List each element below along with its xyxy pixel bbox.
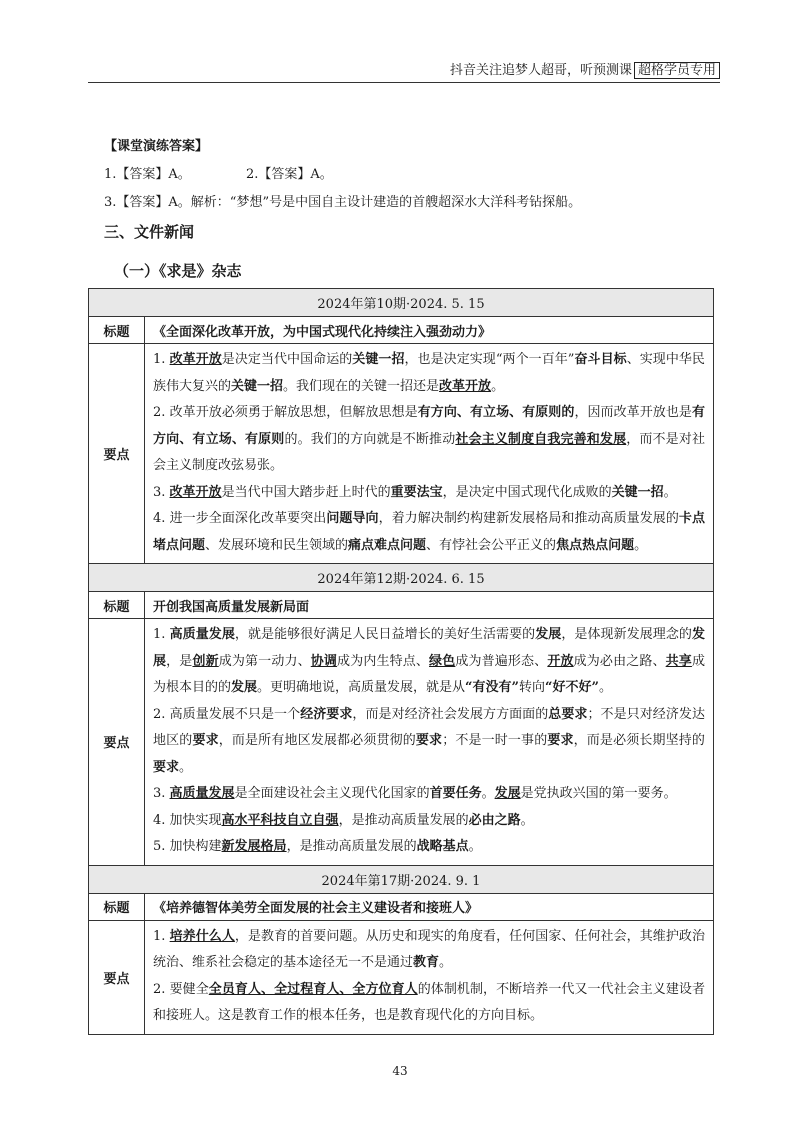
- point-text-segment: 1.: [153, 352, 170, 367]
- issue-label: 2024年第12期·2024. 6. 15: [89, 564, 714, 592]
- point-text-segment: 关键一招: [611, 484, 664, 500]
- point-text-segment: “有没有”: [465, 680, 520, 695]
- point-text-segment: 。: [468, 839, 482, 854]
- point-text-segment: 总要求: [548, 706, 588, 722]
- point-text-segment: 协调: [310, 653, 338, 669]
- point-text-segment: 。更明确地说，高质量发展，就是从: [257, 680, 466, 695]
- key-point: [153, 808, 705, 835]
- key-point: [153, 622, 705, 702]
- qiushi-table: [88, 288, 714, 1035]
- point-text-segment: 成为内生特点、: [337, 653, 430, 669]
- point-text-segment: 5. 加快构建: [153, 839, 222, 854]
- point-text-segment: 是全面建设社会主义现代化国家的: [234, 786, 430, 801]
- point-text-segment: 。: [634, 537, 648, 553]
- key-point: [153, 924, 705, 977]
- point-text-segment: 要求: [153, 759, 180, 775]
- point-text-segment: 开放: [547, 653, 574, 669]
- point-text-segment: ，而是对经济社会发展方方面面的: [352, 706, 549, 722]
- point-text-segment: ，是推动高质量发展的: [338, 812, 469, 828]
- points-row: [89, 920, 714, 1034]
- point-text-segment: 成为第一动力、: [218, 653, 311, 669]
- point-text-segment: 是决定当代中国命运的: [221, 352, 353, 367]
- point-text-segment: 卡点堵点问题: [153, 511, 705, 553]
- point-text-segment: 改革开放: [169, 352, 222, 367]
- point-text-segment: 要求: [547, 733, 574, 748]
- key-point: [153, 834, 705, 861]
- issue-header-row: [89, 289, 714, 317]
- point-text-segment: 是当代中国大踏步赶上时代的: [221, 484, 391, 500]
- point-text-segment: 成为根本目的的: [153, 653, 705, 695]
- point-text-segment: 2. 要健全: [153, 981, 209, 997]
- issue-label: 2024年第10期·2024. 5. 15: [89, 289, 714, 317]
- key-point: [153, 480, 705, 507]
- answer-1: 1.【答案】A。: [104, 167, 191, 182]
- point-text-segment: 成为普遍形态、: [455, 653, 548, 669]
- point-text-segment: ，因而改革开放也是: [574, 405, 692, 420]
- point-text-segment: ，而不是对社会主义制度改弦易张。: [153, 431, 705, 473]
- issue-label: 2024年第17期·2024. 9. 1: [89, 865, 714, 893]
- title-row: [89, 592, 714, 619]
- point-text-segment: ，是教育的首要问题。从历史和现实的角度看，任何国家、任何社会，其维护政治统治、维系社会稳定的基本途径无一不是通过: [153, 928, 705, 970]
- point-text-segment: 3.: [153, 484, 170, 500]
- point-text-segment: 发展: [494, 786, 521, 801]
- point-text-segment: 创新: [192, 653, 219, 669]
- point-text-segment: 高水平科技自立自强: [221, 812, 339, 828]
- header-text: [450, 59, 720, 78]
- point-text-segment: 必由之路: [468, 812, 521, 828]
- article-title: 《全面深化改革开放，为中国式现代化持续注入强劲动力》: [145, 317, 714, 344]
- point-text-segment: 高质量发展: [169, 786, 235, 801]
- key-point: [153, 506, 705, 559]
- points-label: 要点: [89, 344, 145, 564]
- point-text-segment: 。: [663, 484, 677, 500]
- article-title: 《培养德智体美劳全面发展的社会主义建设者和接班人》: [145, 893, 714, 920]
- point-text-segment: 要求: [415, 733, 443, 748]
- header-badge: 超格学员专用: [634, 62, 720, 79]
- key-point: [153, 400, 705, 480]
- point-text-segment: 3.: [153, 786, 170, 801]
- subsection-title: （一）《求是》杂志: [114, 262, 242, 280]
- point-text-segment: 。: [491, 378, 505, 394]
- point-text-segment: 转向: [519, 680, 546, 695]
- point-text-segment: “好不好”: [545, 680, 599, 695]
- point-text-segment: 要求: [192, 733, 219, 748]
- point-text-segment: 4. 进一步全面深化改革要突出: [153, 511, 327, 526]
- section-title: 三、文件新闻: [104, 223, 195, 241]
- title-row: [89, 893, 714, 920]
- point-text-segment: 。: [179, 759, 193, 775]
- point-text-segment: ，是决定中国式现代化成败的: [442, 484, 612, 500]
- point-text-segment: ；不是只对经济发达地区的: [153, 706, 705, 748]
- point-text-segment: 共享: [665, 653, 692, 669]
- key-points: [145, 619, 714, 866]
- point-text-segment: 发展: [535, 627, 562, 642]
- point-text-segment: ，也是决定实现“两个一百年”: [404, 352, 575, 367]
- answer-3: 3.【答案】A。解析：“梦想”号是中国自主设计建造的首艘超深水大洋科考钻探船。: [104, 195, 582, 210]
- point-text-segment: 成为必由之路、: [573, 653, 666, 669]
- point-text-segment: 、发展环境和民生领域的: [205, 537, 349, 553]
- point-text-segment: ，而是所有地区发展都必须贯彻的: [218, 733, 416, 748]
- point-text-segment: 焦点热点问题: [556, 537, 635, 553]
- point-text-segment: ，是: [166, 653, 193, 669]
- point-text-segment: 改革开放: [169, 484, 222, 500]
- point-text-segment: 问题导向: [326, 511, 379, 526]
- point-text-segment: 改革开放: [439, 378, 492, 394]
- point-text-segment: 。: [481, 786, 495, 801]
- point-text-segment: 有方向、有立场、有原则: [153, 405, 705, 447]
- point-text-segment: 首要任务: [429, 786, 482, 801]
- point-text-segment: 是党执政兴国的第一要务。: [520, 786, 677, 801]
- points-row: [89, 344, 714, 564]
- point-text-segment: ；不是一时一事的: [442, 733, 548, 748]
- title-label: 标题: [89, 893, 145, 920]
- point-text-segment: 痛点难点问题: [348, 537, 427, 553]
- point-text-segment: 关键一招: [231, 378, 284, 394]
- page-header: [88, 58, 720, 83]
- key-point: [153, 347, 705, 400]
- title-label: 标题: [89, 317, 145, 344]
- point-text-segment: 奋斗目标: [574, 352, 627, 367]
- point-text-segment: ，是推动高质量发展的: [286, 839, 417, 854]
- title-row: [89, 317, 714, 344]
- key-point: [153, 977, 705, 1030]
- header-promo: 抖音关注追梦人超哥，听预测课: [449, 63, 632, 78]
- points-label: 要点: [89, 619, 145, 866]
- point-text-segment: 4. 加快实现: [153, 812, 222, 828]
- key-points: [145, 344, 714, 564]
- title-label: 标题: [89, 592, 145, 619]
- point-text-segment: 。我们现在的关键一招还是: [283, 378, 440, 394]
- point-text-segment: 1.: [153, 928, 170, 944]
- point-text-segment: ，是体现新发展理念的: [561, 627, 692, 642]
- point-text-segment: ，着力解决制约构建新发展格局和推动高质量发展的: [378, 511, 679, 526]
- page-number: 43: [392, 1064, 408, 1078]
- points-label: 要点: [89, 920, 145, 1034]
- point-text-segment: 的体制机制，不断培养一代又一代社会主义建设者和接班人。这是教育工作的根本任务，也是教育现代化的方向目标。: [153, 981, 705, 1023]
- point-text-segment: 。: [439, 955, 453, 970]
- point-text-segment: 高质量发展: [169, 627, 235, 642]
- point-text-segment: 发展: [153, 627, 705, 669]
- point-text-segment: ，就是能够很好满足人民日益增长的美好生活需要的: [234, 627, 536, 642]
- point-text-segment: 社会主义制度自我完善和发展: [455, 431, 627, 447]
- answer-2: 2.【答案】A。: [246, 167, 333, 182]
- point-text-segment: 培养什么人: [169, 928, 235, 944]
- point-text-segment: 、实现中华民族伟大复兴的: [153, 352, 705, 394]
- point-text-segment: 的。我们的方向就是不断推动: [284, 431, 456, 447]
- article-title: 开创我国高质量发展新局面: [145, 592, 714, 619]
- point-text-segment: ，而是必须长期坚持的: [573, 733, 705, 748]
- point-text-segment: 全员育人、全过程育人、全方位育人: [208, 981, 418, 997]
- point-text-segment: 。: [520, 812, 534, 828]
- point-text-segment: 2. 改革开放必须勇于解放思想，但解放思想是: [153, 405, 418, 420]
- point-text-segment: 、有悖社会公平正义的: [426, 537, 557, 553]
- point-text-segment: 战略基点: [416, 839, 469, 854]
- point-text-segment: 。: [599, 680, 613, 695]
- point-text-segment: 教育: [413, 955, 440, 970]
- point-text-segment: 2. 高质量发展不只是一个: [153, 706, 301, 722]
- point-text-segment: 绿色: [429, 653, 456, 669]
- key-point: [153, 702, 705, 782]
- point-text-segment: 发展: [231, 680, 258, 695]
- key-point: [153, 781, 705, 808]
- point-text-segment: 关键一招: [352, 352, 405, 367]
- answers-title: 【课堂演练答案】: [104, 139, 209, 154]
- points-row: [89, 619, 714, 866]
- point-text-segment: 新发展格局: [221, 839, 287, 854]
- issue-header-row: [89, 564, 714, 592]
- point-text-segment: 经济要求: [300, 706, 353, 722]
- point-text-segment: 1.: [153, 627, 170, 642]
- key-points: [145, 920, 714, 1034]
- issue-header-row: [89, 865, 714, 893]
- point-text-segment: 重要法宝: [390, 484, 443, 500]
- point-text-segment: 有方向、有立场、有原则的: [417, 405, 575, 420]
